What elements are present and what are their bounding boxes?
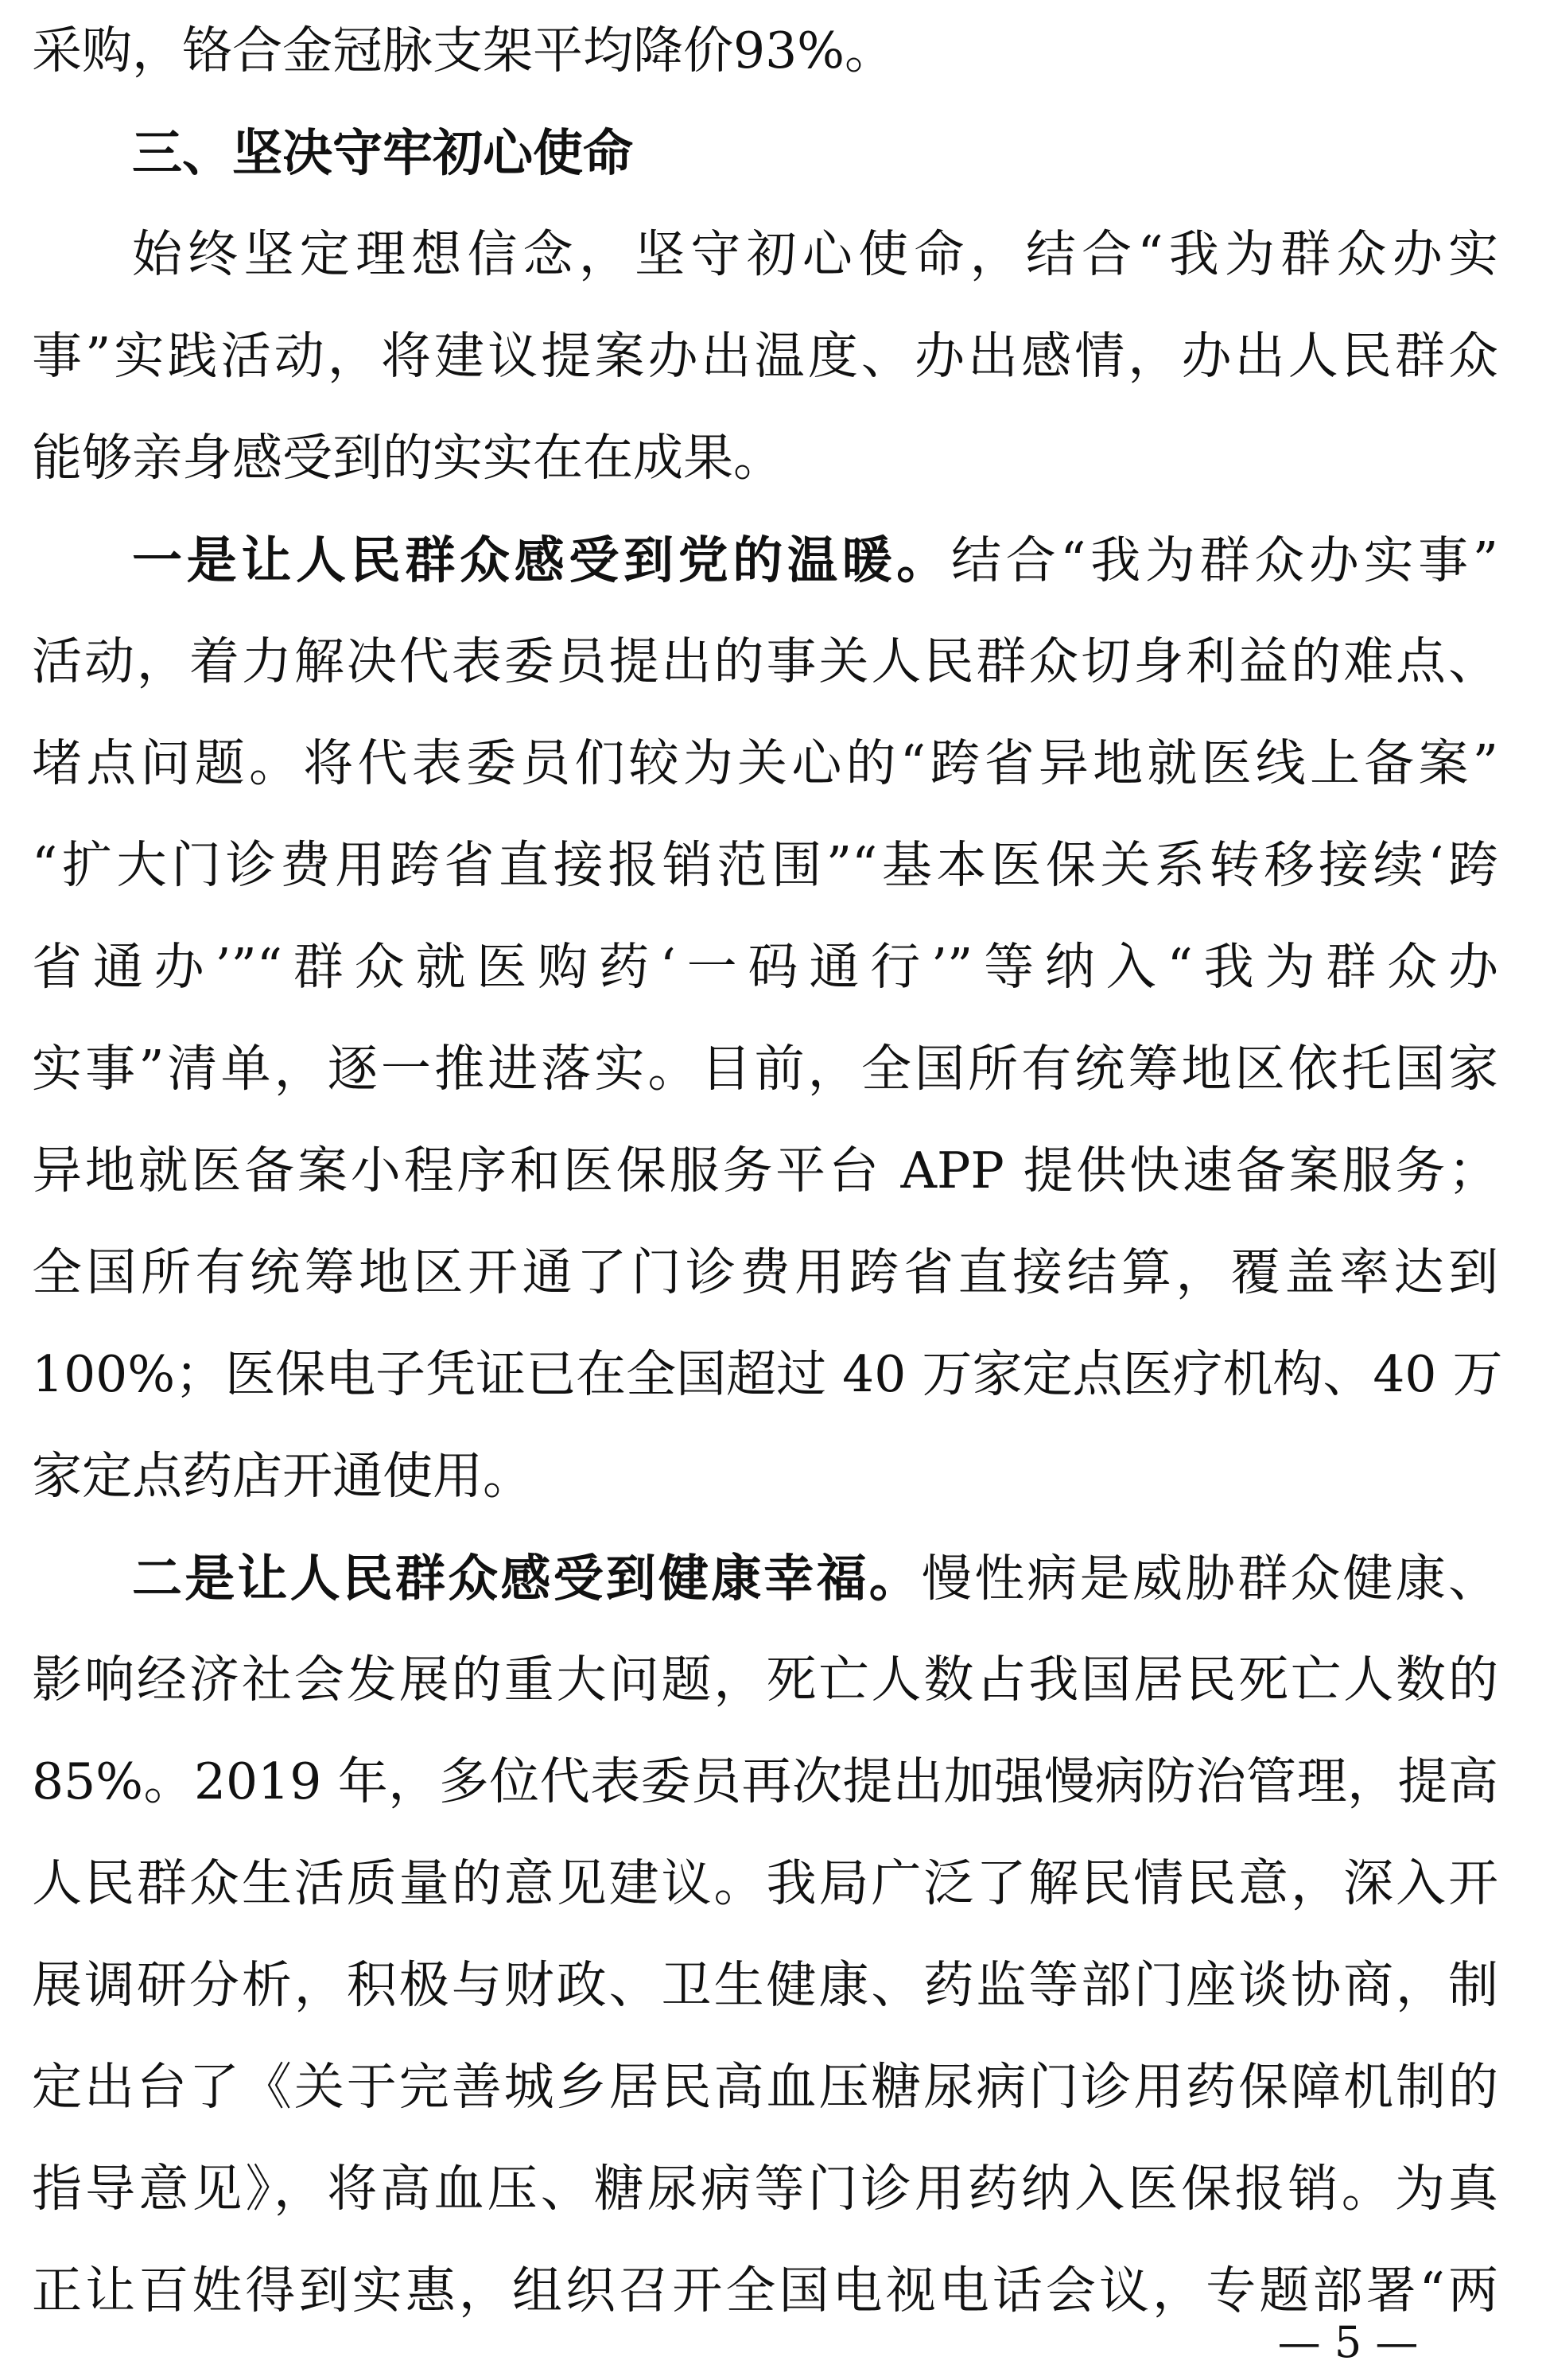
text-line-21: 定出台了《关于完善城乡居民高血压糖尿病门诊用药保障机制的 (32, 2058, 1498, 2116)
paragraph-2-first-line (32, 1527, 1498, 1629)
paragraph-2-lead: 二是让人民群众感受到健康幸福。 (132, 1549, 922, 1608)
text-line-15: 家定点药店开通使用。 (32, 1447, 533, 1505)
text-line-8: 堵点问题。将代表委员们较为关心的“跨省异地就医线上备案” (32, 734, 1498, 792)
text-line-17: 影响经济社会发展的重大问题，死亡人数占我国居民死亡人数的 (32, 1651, 1498, 1709)
text-line-4: 事”实践活动，将建议提案办出温度、办出感情，办出人民群众 (32, 327, 1498, 385)
text-line-22: 指导意见》，将高血压、糖尿病等门诊用药纳入医保报销。为真 (32, 2160, 1498, 2218)
paragraph-1-first-line (32, 509, 1498, 611)
paragraph-1-lead: 一是让人民群众感受到党的温暖。 (132, 531, 951, 589)
text-line-3: 始终坚定理想信念，坚守初心使命，结合“我为群众办实 (132, 225, 1498, 283)
text-line-23: 正让百姓得到实惠，组织召开全国电视电话会议，专题部署“两 (32, 2261, 1498, 2320)
paragraph-1-text: 结合“我为群众办实事” (950, 531, 1498, 589)
text-line-10: 省通办’”“群众就医购药‘一码通行’”等纳入“我为群众办 (32, 938, 1498, 996)
text-line-19: 人民群众生活质量的意见建议。我局广泛了解民情民意，深入开 (32, 1854, 1498, 1912)
text-line-18: 85%。2019 年，多位代表委员再次提出加强慢病防治管理，提高 (32, 1752, 1498, 1810)
text-line-20: 展调研分析，积极与财政、卫生健康、药监等部门座谈协商，制 (32, 1956, 1498, 2014)
text-line-5: 能够亲身感受到的实实在在成果。 (32, 429, 783, 487)
text-line-1: 采购，铬合金冠脉支架平均降价93%。 (32, 21, 895, 80)
section-heading: 三、坚决守牢初心使命 (132, 123, 633, 182)
paragraph-2-text: 慢性病是威胁群众健康、 (922, 1550, 1498, 1608)
text-line-14: 100%；医保电子凭证已在全国超过 40 万家定点医疗机构、40 万 (32, 1345, 1503, 1403)
text-line-7: 活动，着力解决代表委员提出的事关人民群众切身利益的难点、 (32, 632, 1498, 690)
text-line-9: “扩大门诊费用跨省直接报销范围”“基本医保关系转移接续‘跨 (32, 836, 1498, 894)
text-line-12: 异地就医备案小程序和医保服务平台 APP 提供快速备案服务； (32, 1141, 1498, 1200)
text-line-13: 全国所有统筹地区开通了门诊费用跨省直接结算，覆盖率达到 (32, 1243, 1498, 1301)
text-line-11: 实事”清单，逐一推进落实。目前，全国所有统筹地区依托国家 (32, 1040, 1498, 1098)
page-number: — 5 — (1277, 2317, 1419, 2367)
